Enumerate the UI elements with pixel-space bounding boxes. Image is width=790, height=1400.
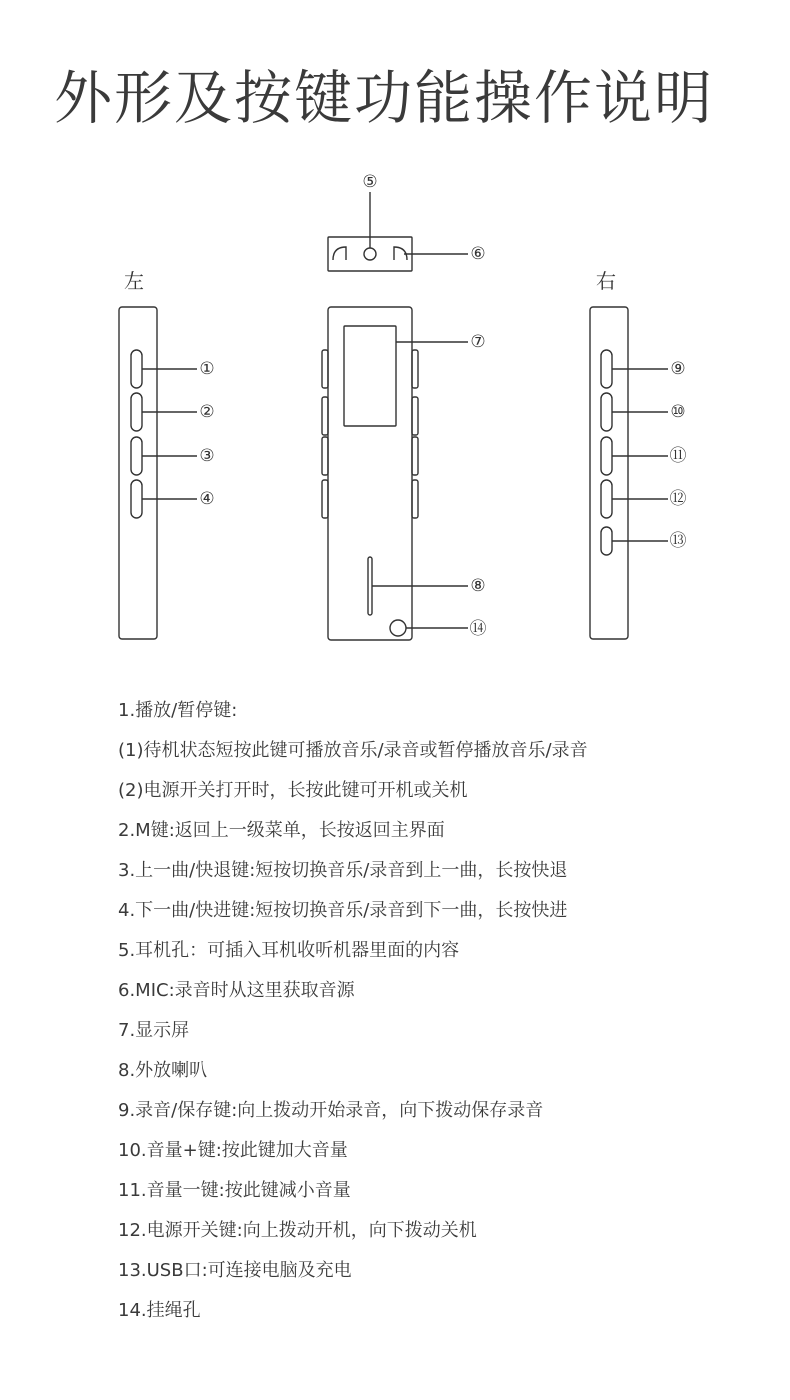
callout-7: ⑦ [470, 332, 486, 352]
left-side-label: 左 [124, 269, 144, 293]
device-top-view [328, 192, 468, 271]
previous-button [131, 437, 142, 475]
volume-down-button [601, 437, 612, 475]
callout-12: ⑫ [669, 489, 687, 509]
desc-line: 12.电源开关键:向上拨动开机，向下拨动关机 [118, 1220, 477, 1241]
desc-line: 6.MIC:录音时从这里获取音源 [118, 980, 355, 1001]
callout-8: ⑧ [470, 576, 486, 596]
earphone-jack [364, 248, 376, 260]
desc-line: 7.显示屏 [118, 1020, 190, 1041]
right-side-label: 右 [596, 269, 616, 293]
device-diagram [0, 160, 790, 660]
usb-port [601, 527, 612, 555]
callout-9: ⑨ [670, 359, 686, 379]
desc-line: 3.上一曲/快退键:短按切换音乐/录音到上一曲，长按快退 [118, 860, 568, 881]
callout-1: ① [199, 359, 215, 379]
desc-line: 9.录音/保存键:向上拨动开始录音，向下拨动保存录音 [118, 1100, 544, 1121]
desc-line: 5.耳机孔：可插入耳机收听机器里面的内容 [118, 940, 460, 961]
device-right-side [590, 307, 668, 639]
power-switch [601, 480, 612, 518]
m-button [131, 393, 142, 431]
desc-line: 1.播放/暂停键: [118, 700, 238, 721]
desc-line: 2.M键:返回上一级菜单，长按返回主界面 [118, 820, 445, 841]
record-save-switch [601, 350, 612, 388]
desc-line: 8.外放喇叭 [118, 1060, 208, 1081]
callout-6: ⑥ [470, 244, 486, 264]
desc-line: (2)电源开关打开时，长按此键可开机或关机 [118, 780, 468, 801]
callout-5: ⑤ [362, 172, 378, 192]
callout-3: ③ [199, 446, 215, 466]
desc-line: (1)待机状态短按此键可播放音乐/录音或暂停播放音乐/录音 [118, 740, 588, 761]
lanyard-hole [390, 620, 406, 636]
callout-4: ④ [199, 489, 215, 509]
function-descriptions [118, 694, 588, 1334]
callout-10: ⑩ [670, 402, 686, 422]
next-button [131, 480, 142, 518]
device-left-side [119, 307, 197, 639]
callout-14: ⑭ [469, 619, 487, 639]
play-pause-button [131, 350, 142, 388]
desc-line: 11.音量一键:按此键减小音量 [118, 1180, 351, 1201]
desc-line: 4.下一曲/快进键:短按切换音乐/录音到下一曲，长按快进 [118, 900, 568, 921]
callout-2: ② [199, 402, 215, 422]
page-title: 外形及按键功能操作说明 [54, 64, 715, 132]
speaker-slot [368, 557, 372, 615]
device-front-view [322, 307, 468, 640]
callout-13: ⑬ [669, 531, 687, 551]
volume-up-button [601, 393, 612, 431]
desc-line: 13.USB口:可连接电脑及充电 [118, 1260, 352, 1281]
callout-11: ⑪ [669, 446, 687, 466]
desc-line: 10.音量+键:按此键加大音量 [118, 1140, 348, 1161]
display-screen [344, 326, 396, 426]
desc-line: 14.挂绳孔 [118, 1300, 201, 1321]
